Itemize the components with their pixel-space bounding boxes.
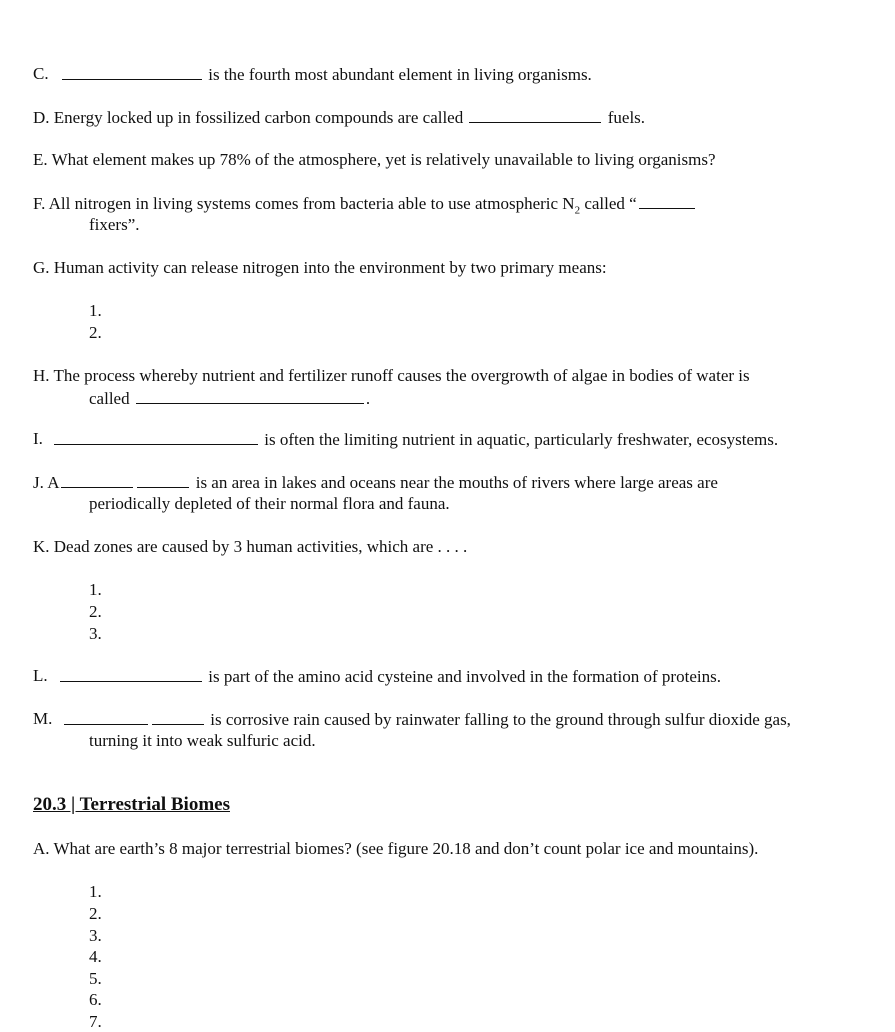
answer-blank[interactable]: [60, 666, 202, 682]
list-item: 2.: [89, 602, 102, 621]
answer-blank[interactable]: [136, 388, 364, 404]
list-item: 4.: [89, 947, 102, 966]
list-item: 5.: [89, 969, 102, 988]
item-text: What are earth’s 8 major terrestrial biomes? (see figure 20.18 and don’t count polar ice and mountains).: [53, 839, 759, 858]
list-item: 7.: [89, 1012, 102, 1031]
item-text: periodically depleted of their normal flora and fauna.: [89, 494, 450, 513]
item-text: is corrosive rain caused by rainwater falling to the ground through sulfur dioxide gas,: [210, 710, 791, 729]
item-text: is often the limiting nutrient in aquatic, particularly freshwater, ecosystems.: [264, 430, 779, 449]
item-label: J.: [33, 473, 44, 492]
answer-blank[interactable]: [64, 709, 148, 725]
item-g: [33, 258, 607, 278]
answer-blank[interactable]: [152, 709, 204, 725]
list-item: 1.: [89, 301, 102, 320]
answer-blank[interactable]: [137, 472, 189, 488]
item-label: I.: [33, 429, 43, 448]
item-label: A.: [33, 839, 50, 858]
item-label: L.: [33, 666, 48, 685]
item-text: called: [89, 389, 130, 408]
item-m: [33, 709, 52, 729]
item-text: is an area in lakes and oceans near the mouths of rivers where large areas are: [195, 473, 718, 492]
item-text: .: [365, 389, 371, 408]
item-i-body: [52, 429, 778, 450]
item-h: [33, 366, 750, 386]
list-item: 2.: [89, 323, 102, 342]
item-m-cont: [89, 731, 316, 751]
item-text: turning it into weak sulfuric acid.: [89, 731, 316, 750]
item-l: [33, 666, 48, 686]
section-item-a: [33, 839, 758, 859]
section-heading: 20.3 | Terrestrial Biomes: [33, 794, 230, 815]
item-label: G.: [33, 258, 50, 277]
item-text: called “: [580, 194, 637, 213]
item-text: is part of the amino acid cysteine and involved in the formation of proteins.: [208, 667, 721, 686]
item-h-cont: [89, 388, 370, 409]
item-text: What element makes up 78% of the atmosphere, yet is relatively unavailable to living organisms?: [51, 150, 716, 169]
item-text: Dead zones are caused by 3 human activities, which are . . . .: [53, 537, 468, 556]
item-i: [33, 429, 43, 449]
subscript: 2: [574, 204, 581, 217]
answer-blank[interactable]: [469, 107, 601, 123]
list-item: 3.: [89, 624, 102, 643]
list-item: 2.: [89, 904, 102, 923]
item-j-cont: [89, 494, 450, 514]
item-text: fuels.: [607, 108, 646, 127]
item-l-body: [58, 666, 721, 687]
item-k: [33, 537, 467, 557]
item-label: H.: [33, 366, 50, 385]
list-item: 6.: [89, 990, 102, 1009]
item-text: fixers”.: [89, 215, 140, 234]
item-m-body: [62, 709, 791, 730]
item-text: The process whereby nutrient and fertilizer runoff causes the overgrowth of algae in bodies of water is: [53, 366, 750, 385]
answer-blank[interactable]: [54, 429, 258, 445]
item-c-body: [60, 64, 592, 85]
item-e: [33, 150, 716, 170]
list-item: 1.: [89, 882, 102, 901]
item-label: C.: [33, 64, 49, 83]
item-label: K.: [33, 537, 50, 556]
item-text: A: [47, 473, 60, 492]
item-c: [33, 64, 49, 84]
answer-blank[interactable]: [61, 472, 133, 488]
item-label: E.: [33, 150, 48, 169]
item-text: Energy locked up in fossilized carbon compounds are called: [53, 108, 464, 127]
list-item: 3.: [89, 926, 102, 945]
item-d: [33, 107, 645, 128]
answer-blank[interactable]: [639, 193, 695, 209]
item-text: All nitrogen in living systems comes from bacteria able to use atmospheric N: [48, 194, 575, 213]
item-label: D.: [33, 108, 50, 127]
item-label: M.: [33, 709, 53, 728]
list-item: 1.: [89, 580, 102, 599]
item-j: [33, 472, 718, 493]
item-f-cont: [89, 215, 140, 235]
item-text: Human activity can release nitrogen into the environment by two primary means:: [53, 258, 607, 277]
item-text: is the fourth most abundant element in living organisms.: [208, 65, 592, 84]
answer-blank[interactable]: [62, 64, 202, 80]
item-label: F.: [33, 194, 46, 213]
